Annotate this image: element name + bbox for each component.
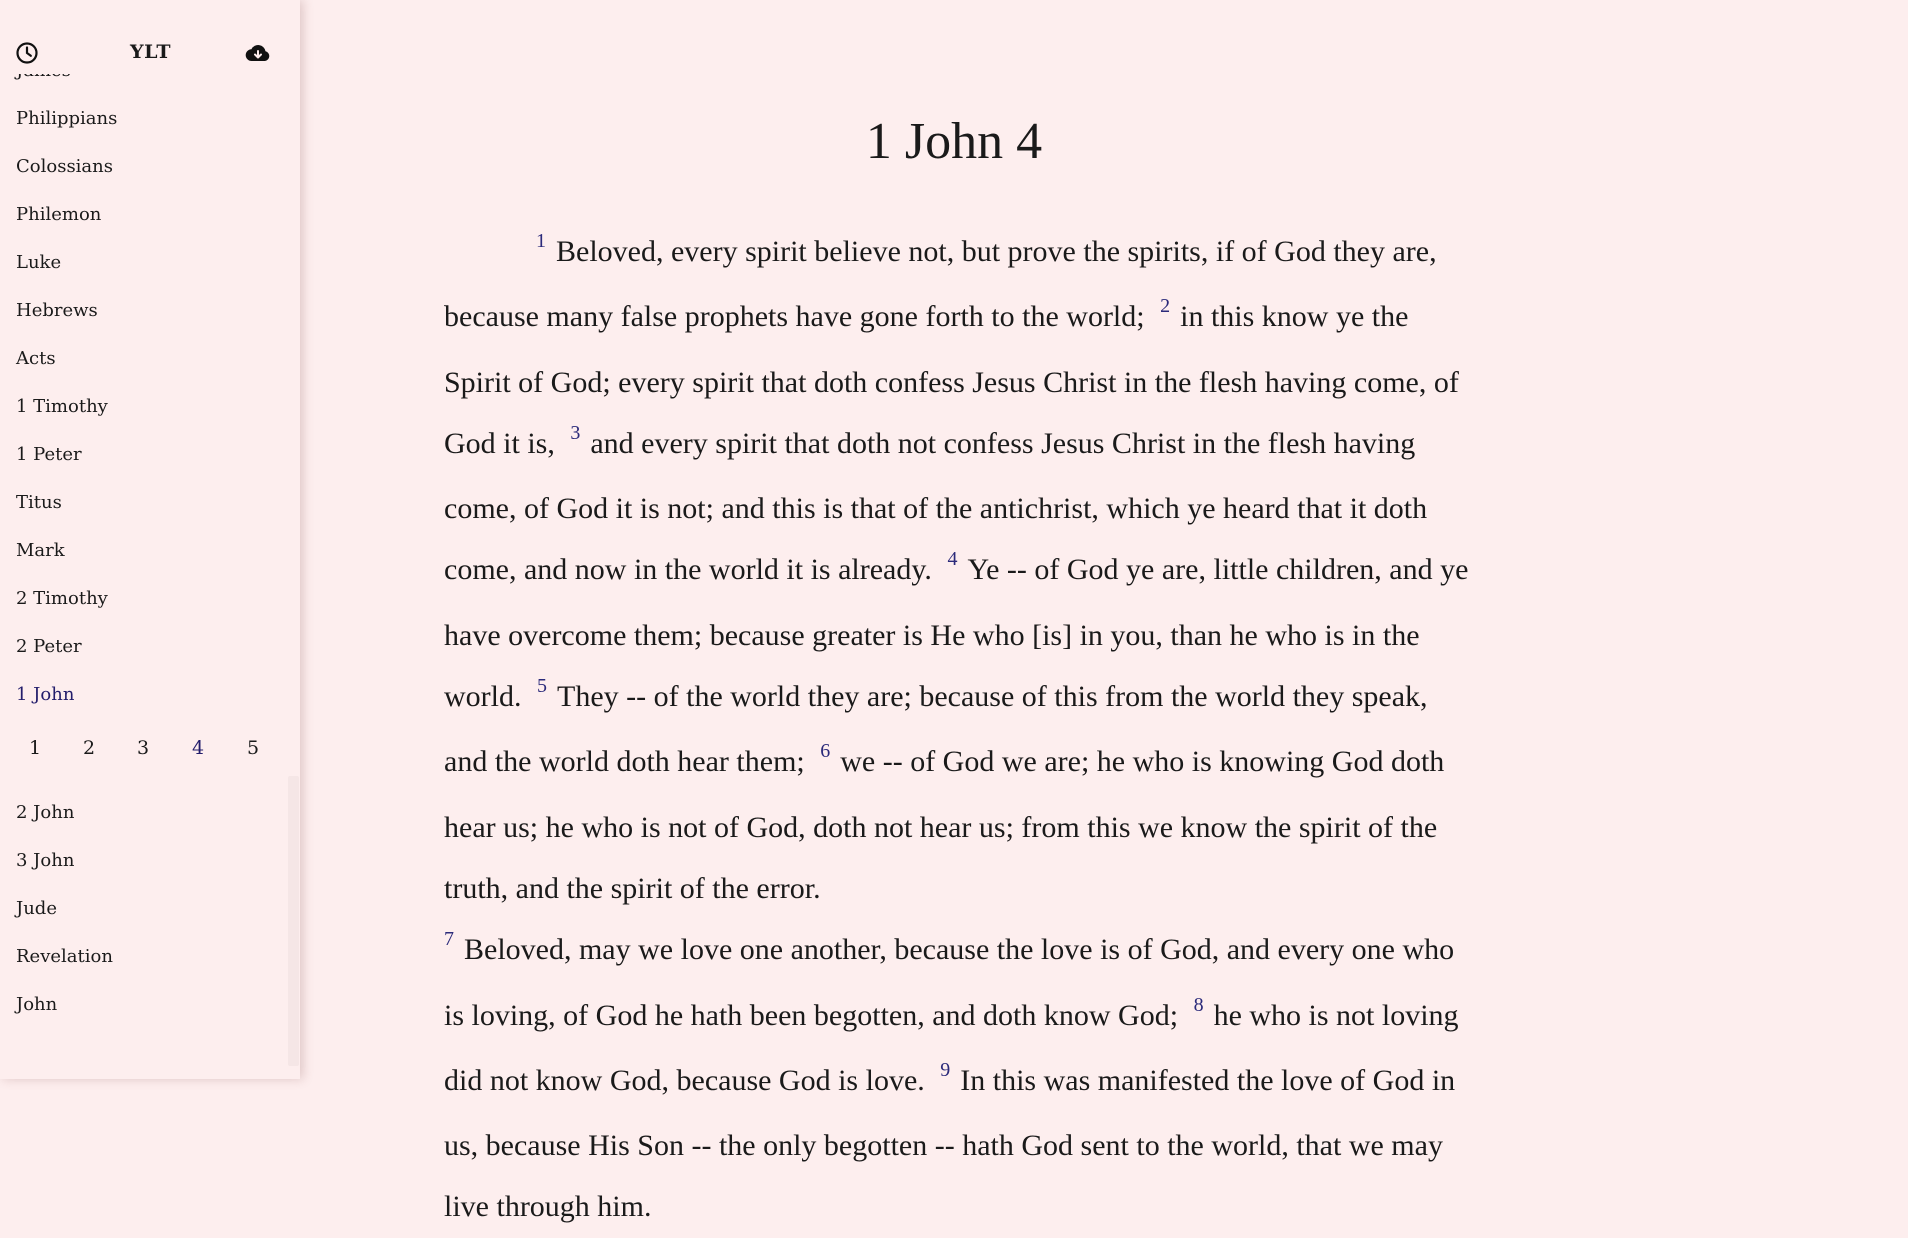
- verse-number[interactable]: 5: [537, 675, 547, 698]
- sidebar-book-acts[interactable]: Acts: [16, 348, 56, 369]
- verse-text: They -- of the world they are; because of this from the world they speak, and the world doth hear them;: [444, 680, 1428, 779]
- sidebar-book-philemon[interactable]: Philemon: [16, 204, 102, 225]
- sidebar-header: [0, 0, 300, 74]
- passage: [444, 221, 1474, 1238]
- chapter-1[interactable]: 1: [28, 737, 42, 759]
- verse-number[interactable]: 9: [940, 1058, 951, 1081]
- verse-number[interactable]: 2: [1160, 295, 1171, 318]
- sidebar-scrollbar[interactable]: [288, 776, 299, 1066]
- chapter-3[interactable]: 3: [136, 737, 150, 759]
- sidebar: [0, 0, 300, 1079]
- sidebar-book-2-peter[interactable]: 2 Peter: [16, 636, 82, 657]
- sidebar-book-luke[interactable]: Luke: [16, 252, 62, 273]
- verse-text: Ye -- of God ye are, little children, and ye have overcome them; because greater is He who [is] in you, than he who is in the world.: [444, 553, 1469, 714]
- verse-number[interactable]: 8: [1193, 993, 1204, 1016]
- sidebar-book-hebrews[interactable]: Hebrews: [16, 300, 98, 321]
- verse-number[interactable]: 6: [820, 740, 831, 763]
- chapter-5[interactable]: 5: [246, 737, 260, 759]
- verse-number[interactable]: 3: [570, 421, 581, 444]
- sidebar-book-philippians[interactable]: Philippians: [16, 108, 118, 129]
- sidebar-book-jude[interactable]: Jude: [16, 898, 57, 919]
- cloud-download-icon[interactable]: [245, 42, 271, 64]
- chapter-2[interactable]: 2: [82, 737, 96, 759]
- sidebar-book-3-john[interactable]: 3 John: [16, 850, 75, 871]
- paragraph: [444, 919, 1474, 1237]
- paragraph: [444, 221, 1474, 919]
- verse-number[interactable]: 4: [947, 548, 958, 571]
- verse-text: he who is not loving did not know God, because God is love.: [444, 998, 1459, 1097]
- verse-number[interactable]: 7: [444, 928, 454, 951]
- sidebar-book-mark[interactable]: Mark: [16, 540, 65, 561]
- chapter-4[interactable]: 4: [191, 737, 205, 759]
- sidebar-book-john[interactable]: John: [16, 994, 58, 1015]
- clock-icon[interactable]: [15, 41, 39, 65]
- sidebar-book-2-timothy[interactable]: 2 Timothy: [16, 588, 108, 609]
- verse-text: we -- of God we are; he who is knowing God doth hear us; he who is not of God, doth not hear us; from this we know the spirit of the truth, and the spirit of the error.: [444, 745, 1445, 905]
- verse-text: in this know ye the Spirit of God; every spirit that doth confess Jesus Christ in the flesh having come, of God it is,: [444, 300, 1459, 460]
- sidebar-book-2-john[interactable]: 2 John: [16, 802, 75, 823]
- sidebar-book-1-john[interactable]: 1 John: [16, 684, 75, 705]
- verse-text: Beloved, may we love one another, because the love is of God, and every one who is loving, of God he hath been begotten, and doth know God;: [444, 933, 1455, 1032]
- sidebar-book-1-timothy[interactable]: 1 Timothy: [16, 396, 108, 417]
- sidebar-book-revelation[interactable]: Revelation: [16, 946, 113, 967]
- sidebar-book-titus[interactable]: Titus: [16, 492, 62, 513]
- sidebar-book-1-peter[interactable]: 1 Peter: [16, 444, 82, 465]
- verse-text: and every spirit that doth not confess Jesus Christ in the flesh having come, of God it is not; and this is that of the antichrist, which ye heard that it doth come, and now in the world it is already.: [444, 426, 1428, 587]
- verse-text: Beloved, every spirit believe not, but prove the spirits, if of God they are, because many false prophets have gone forth to the world;: [444, 235, 1437, 334]
- reader-pane: [300, 0, 1908, 1224]
- verse-text: In this was manifested the love of God in us, because His Son -- the only begotten -- hath God sent to the world, that we may live through him.: [444, 1063, 1456, 1224]
- chapter-title: 1 John 4: [865, 113, 1043, 170]
- sidebar-book-colossians[interactable]: Colossians: [16, 156, 113, 177]
- verse-number[interactable]: 1: [536, 230, 546, 252]
- translation-selector[interactable]: YLT: [130, 41, 172, 63]
